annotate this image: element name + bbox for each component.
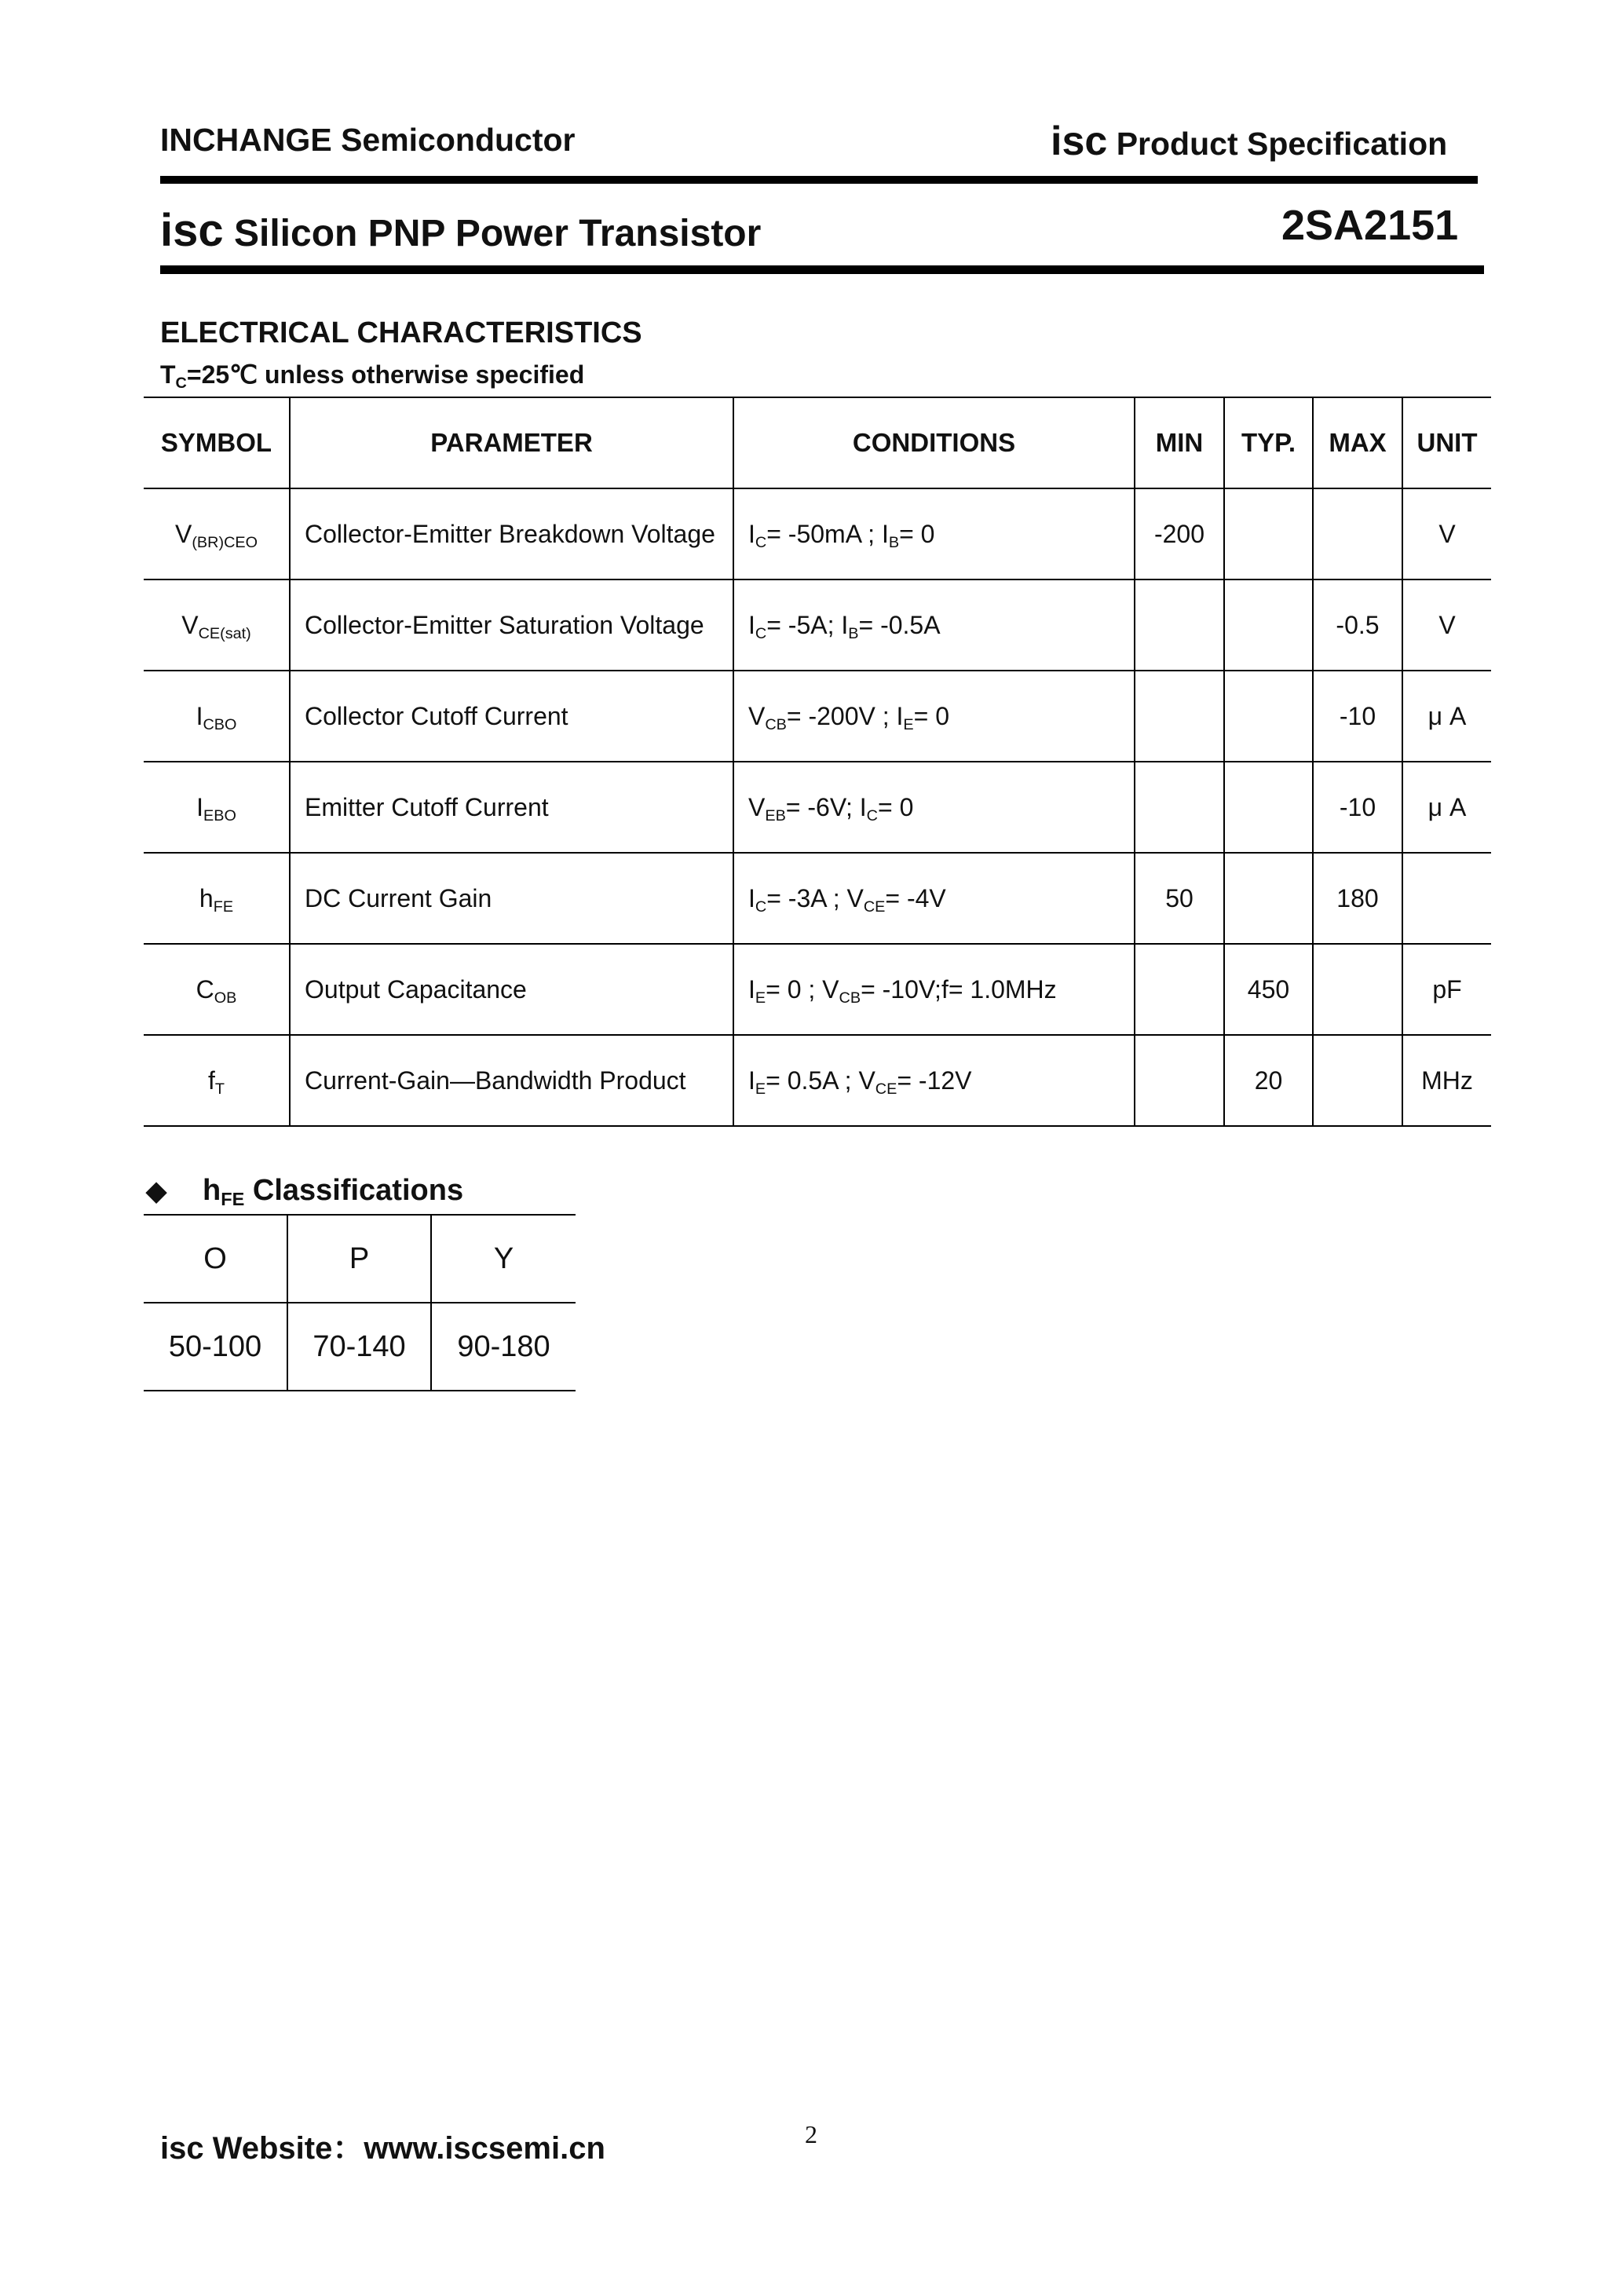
unit-cell: μ A — [1402, 671, 1491, 762]
unit-cell: V — [1402, 488, 1491, 579]
header-parameter: PARAMETER — [290, 397, 733, 488]
cond-sub: CB — [765, 715, 787, 733]
unit-cell: MHz — [1402, 1035, 1491, 1126]
cond-sub: E — [755, 1080, 766, 1098]
min-cell — [1135, 579, 1224, 671]
symbol-sub: T — [214, 1080, 225, 1098]
header-rule-top — [160, 176, 1478, 184]
table-row — [144, 762, 1491, 853]
unit-cell — [1402, 853, 1491, 944]
max-cell: -10 — [1313, 762, 1402, 853]
product-spec-label — [1051, 118, 1447, 165]
unit-cell: μ A — [1402, 762, 1491, 853]
typ-cell — [1224, 853, 1313, 944]
range-p: 70-140 — [287, 1303, 431, 1391]
note-prefix: T — [160, 360, 176, 389]
symbol-main: I — [196, 701, 203, 730]
typ-cell — [1224, 579, 1313, 671]
title-text: Silicon PNP Power Transistor — [233, 213, 762, 254]
cond-sub: E — [903, 715, 914, 733]
symbol-main: f — [207, 1066, 215, 1095]
symbol-cell — [144, 762, 290, 853]
cond-part: = -50mA ; I — [766, 519, 889, 548]
max-cell: 180 — [1313, 853, 1402, 944]
cond-sub: E — [755, 989, 766, 1007]
symbol-main: h — [199, 883, 214, 912]
symbol-sub: CBO — [203, 715, 237, 733]
spec-text: Product Specification — [1116, 126, 1448, 162]
footer-website: isc Website：www.iscsemi.cn — [160, 2131, 605, 2166]
table-row — [144, 853, 1491, 944]
range-row — [144, 1303, 576, 1391]
max-cell — [1313, 1035, 1402, 1126]
cond-sub: C — [866, 806, 878, 824]
cls-title-sub: FE — [221, 1189, 245, 1210]
min-cell — [1135, 1035, 1224, 1126]
symbol-cell — [144, 944, 290, 1035]
table-row — [144, 944, 1491, 1035]
table-header-row — [144, 397, 1491, 488]
cond-part: V — [748, 701, 766, 730]
test-condition-note — [160, 360, 585, 392]
conditions-cell — [733, 762, 1135, 853]
cond-sub: CE — [875, 1080, 897, 1098]
cond-part: = 0.5A ; V — [766, 1066, 875, 1095]
min-cell — [1135, 944, 1224, 1035]
max-cell: -0.5 — [1313, 579, 1402, 671]
hfe-classifications-title — [146, 1174, 463, 1208]
page-number: 2 — [805, 2120, 817, 2148]
grade-p: P — [287, 1215, 431, 1303]
section-title: ELECTRICAL CHARACTERISTICS — [160, 316, 642, 349]
parameter-cell: Emitter Cutoff Current — [290, 762, 733, 853]
symbol-sub: FE — [213, 898, 234, 916]
cond-part: I — [748, 519, 755, 548]
symbol-cell — [144, 488, 290, 579]
conditions-cell — [733, 488, 1135, 579]
cond-part: V — [748, 792, 766, 821]
cond-part: = -6V; I — [785, 792, 867, 821]
cond-sub: C — [755, 533, 767, 551]
cond-part: = -3A ; V — [766, 883, 864, 912]
header-symbol: SYMBOL — [144, 397, 290, 488]
electrical-characteristics-table — [144, 397, 1491, 1127]
max-cell: -10 — [1313, 671, 1402, 762]
grade-y: Y — [431, 1215, 576, 1303]
grade-row — [144, 1215, 576, 1303]
max-cell — [1313, 488, 1402, 579]
range-o: 50-100 — [144, 1303, 287, 1391]
symbol-sub: OB — [214, 989, 237, 1007]
header-conditions: CONDITIONS — [733, 397, 1135, 488]
range-y: 90-180 — [431, 1303, 576, 1391]
cond-part: = -4V — [885, 883, 946, 912]
header-rule-bottom — [160, 265, 1484, 274]
note-sub: C — [175, 374, 187, 392]
symbol-sub: EBO — [203, 806, 236, 824]
cond-part: I — [748, 974, 755, 1004]
table-row — [144, 488, 1491, 579]
header-max: MAX — [1313, 397, 1402, 488]
cls-title-suffix: Classifications — [244, 1174, 464, 1207]
typ-cell — [1224, 671, 1313, 762]
cond-sub: C — [755, 898, 767, 916]
symbol-cell — [144, 579, 290, 671]
parameter-cell: Collector-Emitter Breakdown Voltage — [290, 488, 733, 579]
cond-part: = -200V ; I — [786, 701, 904, 730]
symbol-sub: (BR)CEO — [192, 533, 258, 551]
cond-part: = -0.5A — [858, 610, 941, 639]
symbol-main: C — [196, 974, 214, 1004]
typ-cell: 20 — [1224, 1035, 1313, 1126]
cond-sub: B — [848, 624, 859, 642]
header-min: MIN — [1135, 397, 1224, 488]
conditions-cell — [733, 579, 1135, 671]
table-row — [144, 579, 1491, 671]
document-title — [160, 204, 761, 257]
symbol-cell — [144, 671, 290, 762]
table-row — [144, 1035, 1491, 1126]
header-unit: UNIT — [1402, 397, 1491, 488]
max-cell — [1313, 944, 1402, 1035]
header-typ: TYP. — [1224, 397, 1313, 488]
min-cell — [1135, 671, 1224, 762]
cond-sub: EB — [765, 806, 786, 824]
company-name: INCHANGE Semiconductor — [160, 122, 576, 158]
cond-sub: CB — [839, 989, 861, 1007]
cond-sub: B — [888, 533, 900, 551]
symbol-main: V — [181, 610, 199, 639]
cond-part: = 0 — [899, 519, 935, 548]
parameter-cell: DC Current Gain — [290, 853, 733, 944]
typ-cell: 450 — [1224, 944, 1313, 1035]
symbol-main: V — [174, 519, 192, 548]
hfe-classification-table — [144, 1214, 576, 1391]
title-brand: isc — [160, 205, 224, 256]
typ-cell — [1224, 488, 1313, 579]
unit-cell: V — [1402, 579, 1491, 671]
cond-part: = -10V;f= 1.0MHz — [861, 974, 1057, 1004]
symbol-main: I — [196, 792, 203, 821]
parameter-cell: Current-Gain—Bandwidth Product — [290, 1035, 733, 1126]
cond-sub: C — [755, 624, 767, 642]
cond-part: = 0 — [877, 792, 914, 821]
conditions-cell — [733, 1035, 1135, 1126]
conditions-cell — [733, 671, 1135, 762]
symbol-sub: CE(sat) — [198, 624, 251, 642]
cond-part: = 0 ; V — [766, 974, 839, 1004]
min-cell: -200 — [1135, 488, 1224, 579]
cls-title-main: h — [203, 1174, 221, 1207]
symbol-cell — [144, 1035, 290, 1126]
cond-part: = 0 — [913, 701, 950, 730]
note-suffix: =25℃ unless otherwise specified — [186, 360, 585, 389]
symbol-cell — [144, 853, 290, 944]
spec-brand: isc — [1051, 119, 1108, 164]
table-row — [144, 671, 1491, 762]
conditions-cell — [733, 853, 1135, 944]
grade-o: O — [144, 1215, 287, 1303]
typ-cell — [1224, 762, 1313, 853]
diamond-bullet-icon: ◆ — [146, 1176, 167, 1206]
cond-part: = -12V — [897, 1066, 972, 1095]
parameter-cell: Collector Cutoff Current — [290, 671, 733, 762]
conditions-cell — [733, 944, 1135, 1035]
cond-part: = -5A; I — [766, 610, 849, 639]
cond-sub: CE — [863, 898, 886, 916]
cond-part: I — [748, 1066, 755, 1095]
part-number: 2SA2151 — [1281, 202, 1459, 249]
cond-part: I — [748, 610, 755, 639]
unit-cell: pF — [1402, 944, 1491, 1035]
min-cell — [1135, 762, 1224, 853]
parameter-cell: Output Capacitance — [290, 944, 733, 1035]
cond-part: I — [748, 883, 755, 912]
parameter-cell: Collector-Emitter Saturation Voltage — [290, 579, 733, 671]
min-cell: 50 — [1135, 853, 1224, 944]
